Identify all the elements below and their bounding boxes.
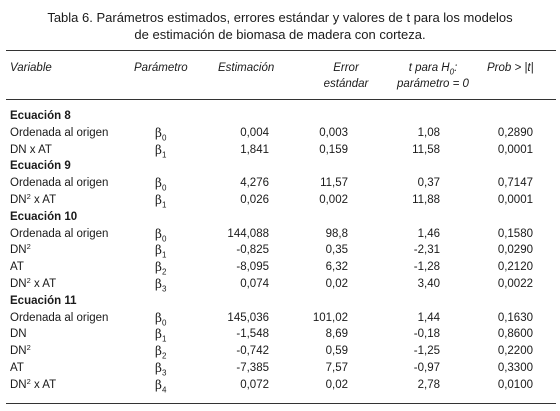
header-t-sub: 0 — [449, 67, 455, 77]
parameter-index: 1 — [161, 200, 167, 210]
table-row — [0, 377, 560, 394]
variable-name: DN — [10, 278, 27, 290]
standard-error-value: 8,69 — [325, 328, 348, 341]
variable-name: Ordenada al origen — [10, 177, 109, 190]
variable-cell — [10, 142, 52, 159]
t-value: -0,18 — [413, 328, 440, 341]
parameter-index: 2 — [161, 351, 167, 361]
variable-cell — [10, 192, 56, 209]
variable-name: DN x AT — [10, 143, 52, 156]
estimate-value: 1,841 — [240, 143, 269, 156]
parameter-index: 1 — [161, 149, 167, 159]
variable-cell — [10, 259, 24, 276]
beta-symbol: β — [155, 361, 162, 375]
estimate-value: -0,742 — [236, 345, 269, 358]
header-t-post: : — [454, 62, 458, 74]
estimate-value: 145,036 — [227, 311, 269, 324]
parameter-index: 1 — [161, 334, 167, 344]
probability-value: 0,7147 — [497, 177, 533, 190]
probability-value: 0,3300 — [497, 362, 533, 374]
table-row — [0, 226, 560, 243]
estimate-value: 0,004 — [240, 126, 269, 139]
t-value: 1,08 — [417, 126, 440, 139]
parameter-symbol — [155, 326, 166, 343]
probability-value: 0,8600 — [497, 328, 533, 341]
header-error-line-1: Error — [333, 62, 359, 74]
caption-line-2: de estimación de biomasa de madera con corteza. — [134, 27, 426, 42]
parameter-symbol — [155, 175, 166, 192]
standard-error-value: 101,02 — [312, 311, 348, 324]
t-value: 1,44 — [417, 311, 440, 324]
beta-symbol: β — [155, 377, 162, 392]
variable-name: AT — [10, 362, 24, 374]
standard-error-value: 0,02 — [325, 278, 348, 290]
caption-line-1: Tabla 6. Parámetros estimados, errores estándar y valores de t para los modelos — [47, 10, 513, 25]
header-error-line-2: estándar — [323, 78, 369, 90]
header-error — [306, 60, 386, 92]
equation-heading — [0, 108, 560, 125]
table-row — [0, 276, 560, 293]
estimate-value: 0,074 — [240, 278, 269, 290]
estimate-value: -0,825 — [236, 244, 269, 257]
variable-cell — [10, 226, 108, 243]
parameter-symbol — [155, 360, 166, 377]
variable-cell — [10, 125, 108, 142]
variable-cell — [10, 326, 27, 343]
parameter-symbol — [155, 192, 166, 209]
table-row — [0, 343, 560, 360]
table-row — [0, 259, 560, 276]
parameter-symbol — [155, 377, 166, 394]
header-estimacion: Estimación — [218, 62, 275, 74]
t-value: 11,88 — [412, 194, 440, 206]
header-variable: Variable — [10, 62, 52, 74]
header-t-value — [378, 60, 488, 92]
header-rule — [6, 99, 556, 100]
probability-value: 0,2890 — [497, 126, 533, 139]
parameter-index: 3 — [161, 368, 167, 378]
table-row — [0, 125, 560, 142]
table-row — [0, 142, 560, 159]
parameter-index: 0 — [161, 317, 167, 327]
equation-heading — [0, 293, 560, 310]
estimate-value: 0,026 — [240, 194, 269, 206]
t-value: -1,28 — [413, 261, 440, 274]
equation-title: Ecuación 8 — [10, 110, 71, 122]
equation-heading — [0, 209, 560, 226]
parameter-symbol — [155, 142, 166, 159]
estimate-value: 0,072 — [240, 378, 269, 391]
t-value: 3,40 — [417, 278, 440, 290]
variable-name: Ordenada al origen — [10, 126, 109, 139]
standard-error-value: 0,35 — [325, 244, 348, 257]
standard-error-value: 98,8 — [325, 227, 348, 240]
variable-cell — [10, 175, 108, 192]
t-value: 0,37 — [417, 177, 440, 190]
equation-title: Ecuación 11 — [10, 294, 77, 307]
parameter-symbol — [155, 310, 166, 327]
t-value: -2,31 — [413, 244, 440, 257]
t-value: -1,25 — [413, 345, 440, 358]
beta-symbol: β — [155, 277, 162, 291]
parameter-index: 2 — [161, 267, 167, 277]
probability-value: 0,0100 — [497, 378, 533, 391]
beta-symbol: β — [155, 176, 162, 191]
variable-name: AT — [10, 261, 24, 274]
beta-symbol: β — [155, 243, 162, 258]
header-t-pre: t para H — [408, 62, 450, 74]
probability-value: 0,2200 — [497, 345, 533, 358]
probability-value: 0,1630 — [497, 311, 533, 324]
variable-cell — [10, 276, 56, 293]
table-caption — [0, 9, 560, 43]
variable-exponent: 2 — [26, 192, 31, 201]
probability-value: 0,0290 — [497, 244, 533, 257]
equation-title: Ecuación 9 — [10, 160, 71, 173]
variable-cell — [10, 242, 31, 259]
parameter-index: 3 — [161, 284, 167, 294]
variable-name: DN — [10, 378, 27, 391]
estimate-value: -1,548 — [236, 328, 269, 341]
t-value: 2,78 — [417, 378, 440, 391]
parameter-symbol — [155, 125, 166, 142]
header-t-line-2: parámetro = 0 — [397, 78, 469, 90]
parameter-symbol — [155, 276, 166, 293]
variable-exponent: 2 — [26, 242, 31, 252]
table-row — [0, 175, 560, 192]
standard-error-value: 0,003 — [319, 126, 348, 139]
variable-cell — [10, 310, 108, 327]
standard-error-value: 6,32 — [325, 261, 348, 274]
beta-symbol: β — [155, 260, 162, 275]
table-row — [0, 360, 560, 377]
table-row — [0, 242, 560, 259]
variable-name: Ordenada al origen — [10, 227, 109, 240]
bottom-rule — [6, 403, 556, 404]
parameter-index: 0 — [161, 133, 167, 143]
variable-cell — [10, 377, 56, 394]
standard-error-value: 11,57 — [320, 177, 348, 190]
parameter-index: 4 — [161, 385, 167, 395]
parameter-symbol — [155, 259, 166, 276]
header-t-line-1 — [378, 60, 488, 76]
parameter-symbol — [155, 343, 166, 360]
standard-error-value: 0,02 — [325, 378, 348, 391]
table-row — [0, 192, 560, 209]
variable-suffix: x AT — [30, 194, 57, 206]
header-parametro: Parámetro — [134, 62, 188, 74]
probability-value: 0,0022 — [497, 278, 533, 290]
standard-error-value: 0,59 — [325, 345, 348, 358]
variable-name: DN — [10, 345, 27, 358]
beta-symbol: β — [155, 327, 162, 342]
variable-name: DN — [10, 328, 27, 341]
variable-exponent: 2 — [26, 376, 31, 386]
estimate-value: 144,088 — [227, 227, 269, 240]
estimate-value: -7,385 — [236, 362, 269, 374]
equation-heading — [0, 158, 560, 175]
t-value: 1,46 — [417, 227, 440, 240]
variable-exponent: 2 — [26, 276, 31, 285]
parameter-symbol — [155, 242, 166, 259]
beta-symbol: β — [155, 310, 162, 325]
variable-cell — [10, 343, 31, 360]
variable-name: DN — [10, 244, 27, 257]
standard-error-value: 0,002 — [319, 194, 348, 206]
parameter-index: 0 — [161, 233, 167, 243]
variable-suffix: x AT — [30, 378, 57, 391]
probability-value: 0,1580 — [497, 227, 533, 240]
beta-symbol: β — [155, 344, 162, 359]
estimate-value: -8,095 — [236, 261, 269, 274]
parameter-index: 0 — [161, 183, 167, 193]
probability-value: 0,2120 — [497, 261, 533, 274]
probability-value: 0,0001 — [497, 143, 533, 156]
beta-symbol: β — [155, 193, 162, 207]
header-prob: Prob > |t| — [487, 62, 534, 74]
top-rule — [6, 50, 556, 51]
parameter-symbol — [155, 226, 166, 243]
t-value: 11,58 — [412, 143, 440, 156]
beta-symbol: β — [155, 226, 162, 241]
probability-value: 0,0001 — [497, 194, 533, 206]
variable-name: DN — [10, 194, 27, 206]
standard-error-value: 7,57 — [325, 362, 348, 374]
variable-name: Ordenada al origen — [10, 311, 109, 324]
table-row — [0, 326, 560, 343]
variable-cell — [10, 360, 24, 377]
table-row — [0, 310, 560, 327]
t-value: -0,97 — [413, 362, 440, 374]
beta-symbol: β — [155, 142, 162, 157]
parameter-index: 1 — [161, 250, 167, 260]
variable-suffix: x AT — [30, 278, 57, 290]
beta-symbol: β — [155, 125, 162, 140]
variable-exponent: 2 — [26, 343, 31, 353]
estimate-value: 4,276 — [240, 177, 269, 190]
equation-title: Ecuación 10 — [10, 210, 78, 223]
standard-error-value: 0,159 — [319, 143, 348, 156]
